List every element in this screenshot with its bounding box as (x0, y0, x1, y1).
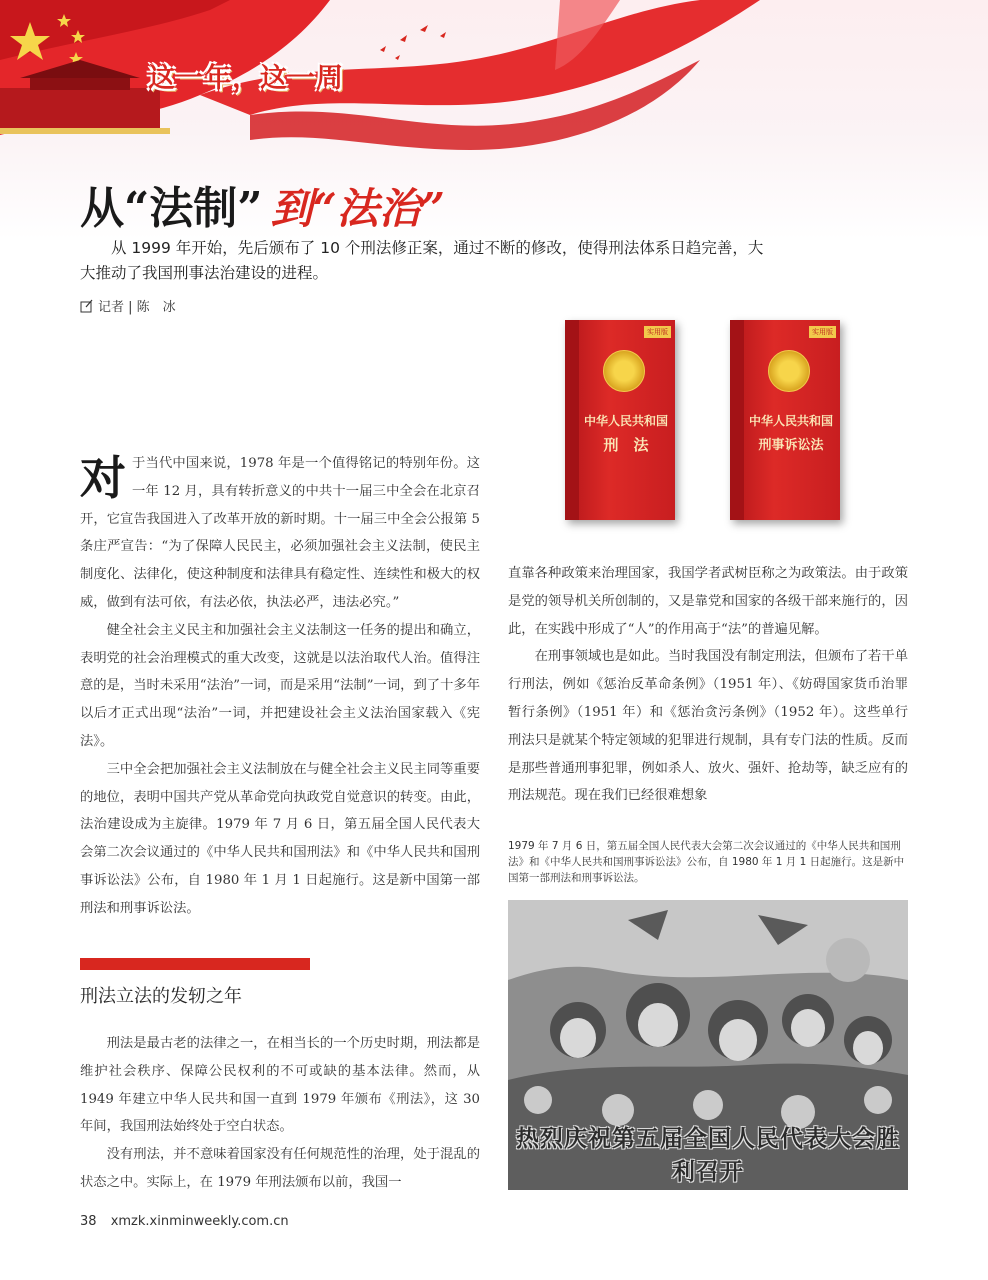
title-part-1: 从“法制” (80, 183, 263, 234)
subheading: 刑法立法的发轫之年 (80, 986, 242, 1007)
book-criminal-procedure-law: 实用版 中华人民共和国 刑事诉讼法 (730, 320, 840, 520)
historic-poster-photo (508, 900, 908, 1190)
book-title-line1: 中华人民共和国 (748, 414, 833, 428)
national-emblem-icon (603, 350, 645, 392)
photo-caption: 1979 年 7 月 6 日，第五届全国人民代表大会第二次会议通过的《中华人民共和国刑法》和《中华人民共和国刑事诉讼法》公布，自 1980 年 1 月 1 日起施行。这是新中国第一部刑法和刑事诉讼法。 (508, 840, 905, 884)
book-title-line2: 刑事诉讼法 (758, 438, 824, 453)
drop-cap: 对 (80, 451, 126, 505)
paragraph: 直靠各种政策来治理国家，我国学者武树臣称之为政策法。由于政策是党的领导机关所创制的，又是靠党和国家的各级干部来施行的，因此，在实践中形成了“人”的作用高于“法”的普遍见解。 (508, 566, 908, 637)
book-title-line2: 刑 法 (603, 436, 649, 454)
paragraph: 在刑事领域也是如此。当时我国没有制定刑法，但颁布了若干单行刑法，例如《惩治反革命条例》（1951 年）、《妨碍国家货币治罪暂行条例》（1951 年）和《惩治贪污条例》（1952 年）。这些单行刑法只是就某个特定领域的犯罪进行规制，具有专门法的性质。反而是那些普通刑事犯罪，例如杀人、放火、强奸、抢劫等，缺乏应有的刑法规范。现在我们已经很难想象 (508, 649, 908, 804)
paragraph: 没有刑法，并不意味着国家没有任何规范性的治理，处于混乱的状态之中。实际上，在 1979 年刑法颁布以前，我国一 (80, 1147, 480, 1190)
paragraph: 健全社会主义民主和加强社会主义法制这一任务的提出和确立，表明党的社会治理模式的重大改变，这就是以法治取代人治。值得注意的是，当时未采用“法治”一词，而是采用“法制”一词，到了十多年以后才正式出现“法治”一词，并把建设社会主义法治国家载入《宪法》。 (80, 622, 480, 749)
left-column-lower (80, 1030, 480, 1197)
subheading-rule (80, 958, 310, 970)
paragraph: 三中全会把加强社会主义法制放在与健全社会主义民主同等重要的地位，表明中国共产党从革命党向执政党自觉意识的转变。由此，法治建设成为主旋律。1979 年 7 月 6 日，第五届全国人民代表大会第二次会议通过的《中华人民共和国刑法》和《中华人民共和国刑事诉讼法》公布，自 1980 年 1 月 1 日起施行。这是新中国第一部刑法和刑事诉讼法。 (80, 761, 480, 916)
byline (80, 296, 176, 315)
byline-text: 记者 | 陈 冰 (98, 300, 176, 315)
book-criminal-law: 实用版 中华人民共和国 刑 法 (565, 320, 675, 520)
book-title-line1: 中华人民共和国 (583, 414, 668, 428)
article-title (80, 172, 445, 236)
footer-url[interactable]: xmzk.xinminweekly.com.cn (110, 1214, 289, 1229)
pen-icon (80, 299, 94, 313)
article-lead: 从 1999 年开始，先后颁布了 10 个刑法修正案，通过不断的修改，使得刑法体系日趋完善，大大推动了我国刑事法治建设的进程。 (80, 239, 764, 282)
paragraph: 对于当代中国来说，1978 年是一个值得铭记的特别年份。这一年 12 月，具有转折意义的中共十一届三中全会在北京召开，它宣告我国进入了改革开放的新时期。十一届三中全会公报第 5 条庄严宣告：“为了保障人民民主，必须加强社会主义法制，使民主制度化、法律化，使这种制度和法律具有稳定性、连续性和极大的权威，做到有法可依，有法必依，执法必严，违法必究。” (80, 451, 480, 610)
left-column (80, 450, 480, 923)
paragraph: 刑法是最古老的法律之一，在相当长的一个历史时期，刑法都是维护社会秩序、保障公民权利的不可或缺的基本法律。然而，从 1949 年建立中华人民共和国一直到 1979 年颁布《刑法》，这 30 年间，我国刑法始终处于空白状态。 (80, 1036, 480, 1135)
page-footer (80, 1214, 289, 1229)
right-column (508, 560, 908, 810)
law-books-photo (565, 320, 855, 530)
national-emblem-icon (768, 350, 810, 392)
page-number: 38 (80, 1214, 97, 1229)
poster-caption: 热烈庆祝第五届全国人民代表大会胜利召开 (516, 1126, 900, 1185)
title-part-2: 到“法治” (270, 184, 445, 233)
section-title: 这一年，这一周 (148, 63, 344, 94)
